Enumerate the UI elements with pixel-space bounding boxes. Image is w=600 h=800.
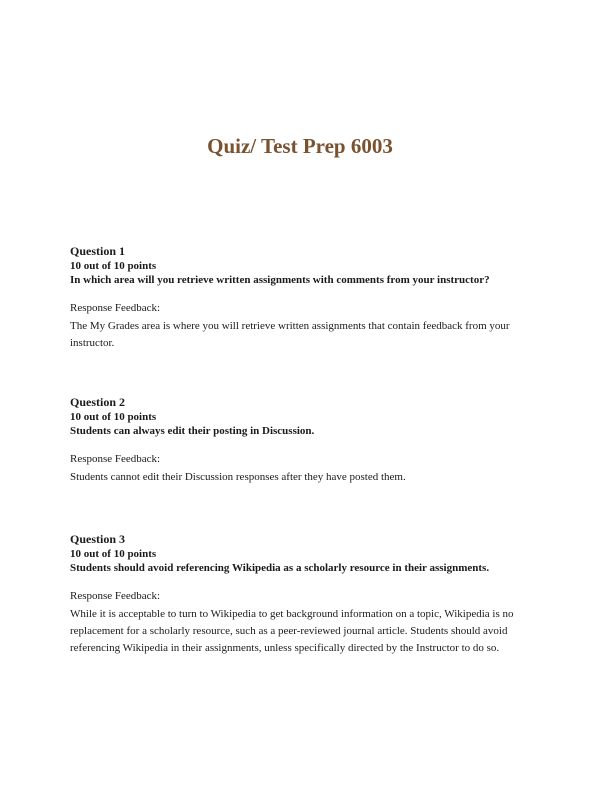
question-number: Question 1 [70, 244, 126, 258]
response-feedback-text: Students cannot edit their Discussion responses after they have posted them. [70, 471, 406, 483]
question-number: Question 2 [70, 395, 126, 409]
question-number: Question 3 [70, 532, 126, 546]
response-feedback-text: While it is acceptable to turn to Wikipedia to get background information on a topic, Wikipedia is no replacement for a scholarly resource, such as a peer-reviewed journal article. Students should avoid referencing Wikipedia in their assignments, unless specifically directed by the Instructor to do so. [70, 608, 514, 654]
question-text: Students can always edit their posting in Discussion. [70, 425, 315, 437]
question-3 [70, 532, 540, 657]
question-2 [70, 395, 540, 486]
question-points: 10 out of 10 points [70, 260, 157, 272]
response-feedback-label: Response Feedback: [70, 590, 161, 602]
question-text: Students should avoid referencing Wikipedia as a scholarly resource in their assignments. [70, 562, 490, 574]
response-feedback-text: The My Grades area is where you will retrieve written assignments that contain feedback from your instructor. [70, 320, 510, 349]
page-title: Quiz/ Test Prep 6003 [207, 134, 393, 158]
response-feedback-label: Response Feedback: [70, 302, 161, 314]
question-points: 10 out of 10 points [70, 411, 157, 423]
response-feedback-label: Response Feedback: [70, 453, 161, 465]
question-points: 10 out of 10 points [70, 548, 157, 560]
question-text: In which area will you retrieve written assignments with comments from your instructor? [70, 274, 490, 286]
question-1 [70, 244, 540, 352]
